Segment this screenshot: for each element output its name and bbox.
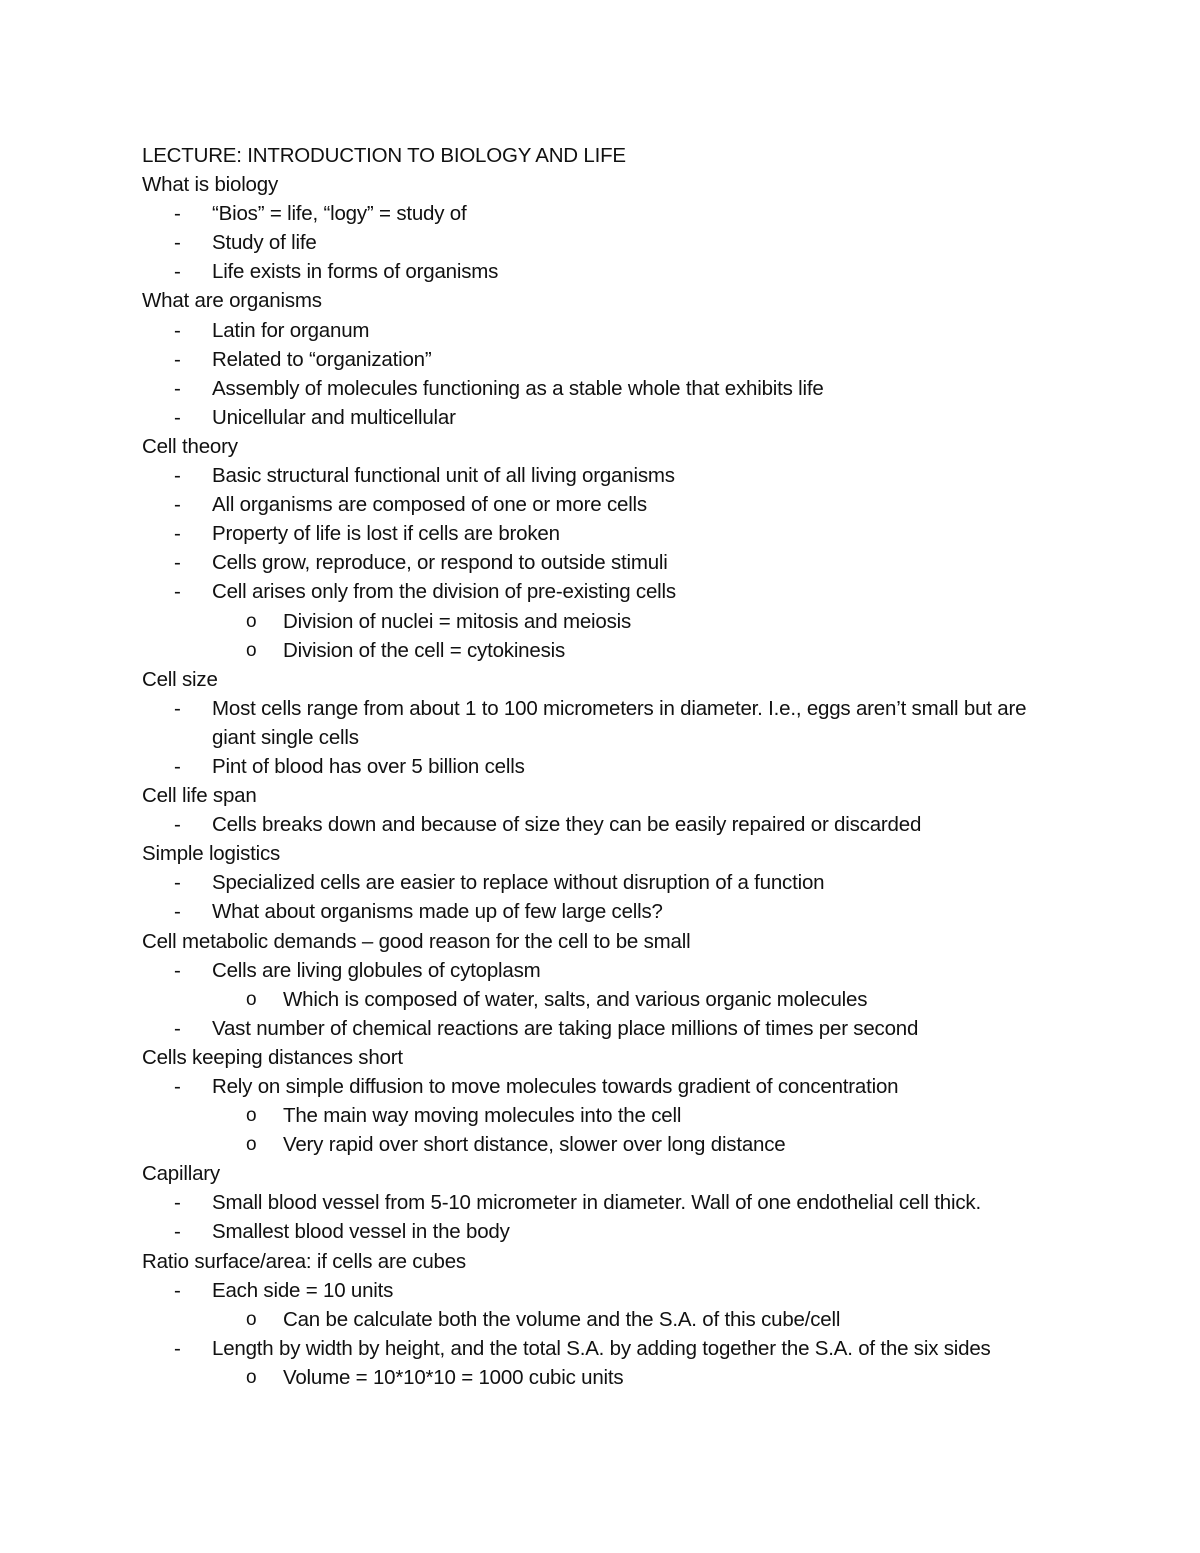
sections-container xyxy=(142,170,1072,1392)
section-heading: What is biology xyxy=(142,173,279,197)
sub-bullet-text: Division of nuclei = mitosis and meiosis xyxy=(283,609,632,633)
bullet-item xyxy=(142,694,1072,752)
bullet-text: Smallest blood vessel in the body xyxy=(212,1220,510,1244)
dash-bullet-icon: - xyxy=(174,493,181,517)
dash-bullet-icon: - xyxy=(174,202,181,226)
bullet-item xyxy=(142,519,1072,548)
dash-bullet-icon: - xyxy=(174,1278,181,1302)
sub-bullet-item xyxy=(142,1130,1072,1159)
bullet-text: All organisms are composed of one or more cells xyxy=(212,493,647,517)
bullet-text: What about organisms made up of few large cells? xyxy=(212,900,663,924)
dash-bullet-icon: - xyxy=(174,1191,181,1215)
bullet-item xyxy=(142,868,1072,897)
bullet-text: Property of life is lost if cells are broken xyxy=(212,522,560,546)
bullet-item xyxy=(142,577,1072,606)
dash-bullet-icon: - xyxy=(174,405,181,429)
section-heading: Cell life span xyxy=(142,784,257,808)
dash-bullet-icon: - xyxy=(174,231,181,255)
dash-bullet-icon: - xyxy=(174,551,181,575)
sub-bullet-item xyxy=(142,1101,1072,1130)
sub-bullet-text: Volume = 10*10*10 = 1000 cubic units xyxy=(283,1365,624,1389)
section-heading: What are organisms xyxy=(142,289,322,313)
bullet-item xyxy=(142,810,1072,839)
dash-bullet-icon: - xyxy=(174,347,181,371)
dash-bullet-icon: - xyxy=(174,754,181,778)
bullet-text: Assembly of molecules functioning as a stable whole that exhibits life xyxy=(212,376,824,400)
bullet-item xyxy=(142,1072,1072,1101)
bullet-text: Related to “organization” xyxy=(212,347,432,371)
bullet-text: Cells breaks down and because of size they can be easily repaired or discarded xyxy=(212,813,922,837)
dash-bullet-icon: - xyxy=(174,260,181,284)
bullet-item xyxy=(142,1188,1072,1217)
circle-bullet-icon: o xyxy=(246,1308,257,1330)
bullet-item xyxy=(142,1014,1072,1043)
sub-bullet-item xyxy=(142,1363,1072,1392)
bullet-item xyxy=(142,1334,1072,1363)
bullet-text: Unicellular and multicellular xyxy=(212,405,456,429)
circle-bullet-icon: o xyxy=(246,1366,257,1388)
dash-bullet-icon: - xyxy=(174,900,181,924)
sub-bullet-text: Which is composed of water, salts, and various organic molecules xyxy=(283,987,868,1011)
circle-bullet-icon: o xyxy=(246,1105,257,1127)
bullet-text: Most cells range from about 1 to 100 micrometers in diameter. I.e., eggs aren’t small but are giant single cells xyxy=(212,696,1027,749)
sub-bullet-text: Very rapid over short distance, slower over long distance xyxy=(283,1133,786,1157)
bullet-text: Latin for organum xyxy=(212,318,370,342)
bullet-text: “Bios” = life, “logy” = study of xyxy=(212,202,467,226)
bullet-text: Specialized cells are easier to replace without disruption of a function xyxy=(212,871,825,895)
sub-bullet-item xyxy=(142,985,1072,1014)
section-heading: Cell theory xyxy=(142,434,238,458)
sub-bullet-text: The main way moving molecules into the cell xyxy=(283,1104,682,1128)
bullet-item xyxy=(142,345,1072,374)
bullet-item xyxy=(142,374,1072,403)
dash-bullet-icon: - xyxy=(174,696,181,720)
dash-bullet-icon: - xyxy=(174,318,181,342)
dash-bullet-icon: - xyxy=(174,813,181,837)
sub-bullet-item xyxy=(142,607,1072,636)
dash-bullet-icon: - xyxy=(174,580,181,604)
bullet-item xyxy=(142,199,1072,228)
bullet-item xyxy=(142,490,1072,519)
bullet-text: Cell arises only from the division of pre-existing cells xyxy=(212,580,676,604)
bullet-text: Vast number of chemical reactions are taking place millions of times per second xyxy=(212,1016,919,1040)
dash-bullet-icon: - xyxy=(174,871,181,895)
bullet-item xyxy=(142,1217,1072,1246)
lecture-notes xyxy=(142,141,1072,1392)
dash-bullet-icon: - xyxy=(174,1016,181,1040)
section-heading: Capillary xyxy=(142,1162,220,1186)
dash-bullet-icon: - xyxy=(174,376,181,400)
section-heading: Cell metabolic demands – good reason for the cell to be small xyxy=(142,929,691,953)
bullet-item xyxy=(142,956,1072,985)
bullet-text: Life exists in forms of organisms xyxy=(212,260,499,284)
document-title: LECTURE: INTRODUCTION TO BIOLOGY AND LIFE xyxy=(142,144,626,167)
bullet-text: Cells grow, reproduce, or respond to outside stimuli xyxy=(212,551,668,575)
bullet-text: Study of life xyxy=(212,231,317,255)
bullet-text: Length by width by height, and the total S.A. by adding together the S.A. of the six sides xyxy=(212,1336,991,1360)
bullet-text: Basic structural functional unit of all living organisms xyxy=(212,464,675,488)
bullet-text: Pint of blood has over 5 billion cells xyxy=(212,754,525,778)
section-heading: Cell size xyxy=(142,667,218,691)
sub-bullet-item xyxy=(142,636,1072,665)
sub-bullet-text: Can be calculate both the volume and the S.A. of this cube/cell xyxy=(283,1307,841,1331)
dash-bullet-icon: - xyxy=(174,522,181,546)
bullet-item xyxy=(142,316,1072,345)
bullet-item xyxy=(142,1276,1072,1305)
sub-bullet-text: Division of the cell = cytokinesis xyxy=(283,638,566,662)
section-heading: Simple logistics xyxy=(142,842,281,866)
bullet-item xyxy=(142,548,1072,577)
dash-bullet-icon: - xyxy=(174,1075,181,1098)
bullet-text: Cells are living globules of cytoplasm xyxy=(212,958,541,982)
bullet-item xyxy=(142,257,1072,286)
dash-bullet-icon: - xyxy=(174,958,181,982)
bullet-item xyxy=(142,897,1072,926)
bullet-item xyxy=(142,228,1072,257)
bullet-text: Small blood vessel from 5-10 micrometer in diameter. Wall of one endothelial cell thick. xyxy=(212,1191,981,1215)
dash-bullet-icon: - xyxy=(174,1220,181,1244)
section-heading: Cells keeping distances short xyxy=(142,1045,403,1069)
bullet-item xyxy=(142,403,1072,432)
bullet-item xyxy=(142,461,1072,490)
dash-bullet-icon: - xyxy=(174,464,181,488)
bullet-text: Each side = 10 units xyxy=(212,1278,394,1302)
circle-bullet-icon: o xyxy=(246,639,257,661)
section-heading: Ratio surface/area: if cells are cubes xyxy=(142,1249,466,1273)
dash-bullet-icon: - xyxy=(174,1336,181,1360)
circle-bullet-icon: o xyxy=(246,988,257,1010)
circle-bullet-icon: o xyxy=(246,610,257,632)
circle-bullet-icon: o xyxy=(246,1134,257,1156)
sub-bullet-item xyxy=(142,1305,1072,1334)
bullet-text: Rely on simple diffusion to move molecules towards gradient of concentration xyxy=(212,1075,899,1098)
bullet-item xyxy=(142,752,1072,781)
